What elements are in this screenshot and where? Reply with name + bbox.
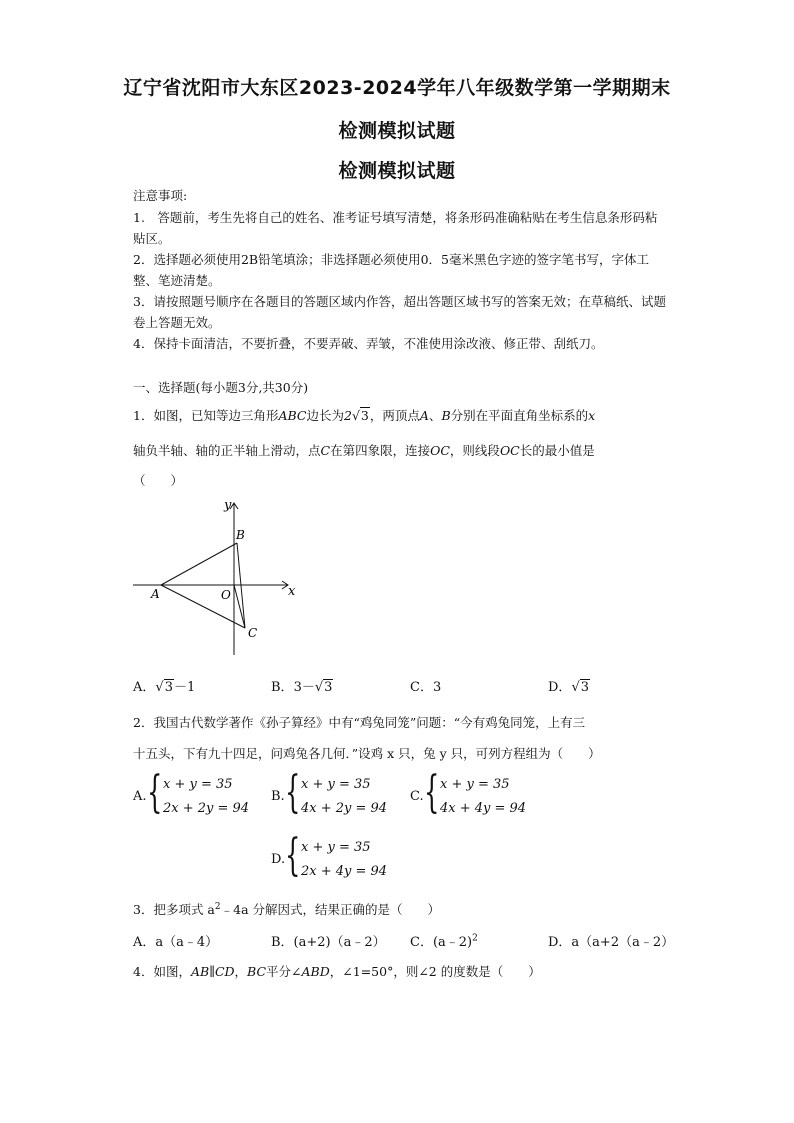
option-rest: －1 [173,680,196,695]
q4-text: ， [234,964,248,979]
q1-text: ，两顶点 [369,408,420,423]
q1-option-a[interactable] [133,676,195,695]
q2-option-d[interactable] [271,830,401,890]
q1-text: 分别在平面直角坐标系的 [450,408,589,423]
equation: 4x + 2y = 94 [301,801,388,816]
option-label: B. [271,789,285,804]
option-value: 3 [432,680,442,695]
equation: 4x + 4y = 94 [440,801,527,816]
q1-line2 [133,441,595,459]
q1-point-c: C [320,443,331,458]
notice-item-2: 2．选择题必须使用2B铅笔填涂；非选择题必须使用0．5毫米黑色字迹的签字笔书写，字体工整、笔迹清楚。 [133,252,649,288]
q1-side-radicand: 3 [360,408,369,423]
q2-line1: 2．我国古代数学著作《孙子算经》中有“鸡兔同笼”问题：“今有鸡兔同笼，上有三 [133,715,586,730]
q3-option-c[interactable] [410,931,478,950]
q4-stem [133,962,541,980]
q3-option-a[interactable]: A．a（a﹣4） [133,935,219,950]
q2-option-c[interactable] [410,767,540,827]
equation: 2x + 2y = 94 [163,801,250,816]
brace-icon: { [285,830,301,881]
q1-option-b[interactable] [271,676,333,695]
label-a: A [151,587,160,601]
label-o: O [221,588,231,602]
q1-answer-paren: （ ） [133,473,184,488]
q1-figure [125,495,305,660]
q4-text: 4．如图， [133,964,191,979]
equation: x + y = 35 [163,777,233,792]
exam-title-line3: 检测模拟试题 [338,160,456,182]
q1-text: ，则线段 [449,443,500,458]
q3-option-d[interactable]: D．a（a+2（a﹣2） [548,935,675,950]
q2-option-a[interactable] [133,767,263,827]
label-x: x [288,584,296,599]
notice-item-3: 3．请按照题号顺序在各题目的答题区域内作答，超出答题区域书写的答案无效；在草稿纸、试题卷上答题无效。 [133,294,666,330]
option-label: C. [410,789,424,804]
section-heading: 一、选择题(每小题3分,共30分) [133,380,309,395]
q1-text: 1．如图，已知等边三角形 [133,408,279,423]
exam-title-line1: 辽宁省沈阳市大东区2023-2024学年八年级数学第一学期期末 [123,77,671,99]
notice-heading: 注意事项: [133,188,188,203]
segment-ac [161,585,245,628]
superscript: 2 [472,933,478,944]
q4-text: ，∠1=50°，则∠2 的度数是（ ） [329,964,541,979]
q4-bc: BC [247,964,267,979]
option-label: B． [271,680,294,695]
q4-abd: ABD [301,964,330,979]
q4-text: 平分∠ [266,964,302,979]
q1-sep: 、 [428,408,442,423]
equation: x + y = 35 [440,777,510,792]
q1-text: 在第四象限，连接 [330,443,431,458]
q3-option-b[interactable]: B．(a+2)（a﹣2） [271,935,386,950]
q1-point-b: B [441,408,451,423]
notice-item-4: 4．保持卡面清洁，不要折叠，不要弄破、弄皱，不准使用涂改液、修正带、刮纸刀。 [133,336,604,351]
q1-oc: OC [430,443,450,458]
q1-option-c[interactable] [410,676,441,695]
q1-option-d[interactable] [548,676,590,695]
option-label: D. [271,852,286,867]
radicand: 3 [164,680,173,695]
exam-title-line2: 检测模拟试题 [338,120,456,142]
q1-point-a: A [419,408,429,423]
brace-icon: { [424,767,440,818]
q1-triangle: ABC [278,408,307,423]
radicand: 3 [580,680,590,695]
q1-axis-x: x [588,408,596,423]
label-y: y [224,498,232,513]
option-label: C． [410,680,433,695]
q1-text: 长的最小值是 [519,443,595,458]
q1-line1 [133,406,595,424]
q3-text: ﹣4a 分解因式，结果正确的是（ ） [220,902,441,917]
superscript: 2 [214,901,221,912]
q1-side-coef: 2 [344,408,352,423]
q2-option-b[interactable] [271,767,401,827]
sqrt-sign: √ [314,680,324,695]
equation: x + y = 35 [301,840,371,855]
q2-line2: 十五头，下有九十四足，问鸡兔各几何．”设鸡 x 只，兔 y 只，可列方程组为（ ） [133,746,601,761]
q3-stem [133,900,440,918]
option-label: A. [133,789,147,804]
q4-parallel: AB∥CD [190,964,235,979]
q1-oc: OC [499,443,520,458]
radicand: 3 [324,680,333,695]
segment-ab [161,543,237,585]
option-pre: 3－ [293,680,315,695]
sqrt-sign: √ [571,680,580,695]
brace-icon: { [285,767,301,818]
notice-item-1: 1. 答题前，考生先将自己的姓名、准考证号填写清楚，将条形码准确粘贴在考生信息条形码粘贴区。 [133,210,658,246]
option-text: C．(a﹣2) [410,935,473,950]
equation: 2x + 4y = 94 [301,864,388,879]
brace-icon: { [147,767,163,818]
option-label: D． [548,680,572,695]
label-b: B [236,528,245,542]
q1-text: 轴负半轴、轴的正半轴上滑动，点 [133,443,321,458]
option-label: A． [133,680,156,695]
q1-text: 边长为 [306,408,344,423]
label-c: C [248,626,258,640]
sqrt-sign: √ [351,408,360,423]
equation: x + y = 35 [301,777,371,792]
sqrt-sign: √ [155,680,164,695]
q3-text: 3．把多项式 a [133,902,215,917]
